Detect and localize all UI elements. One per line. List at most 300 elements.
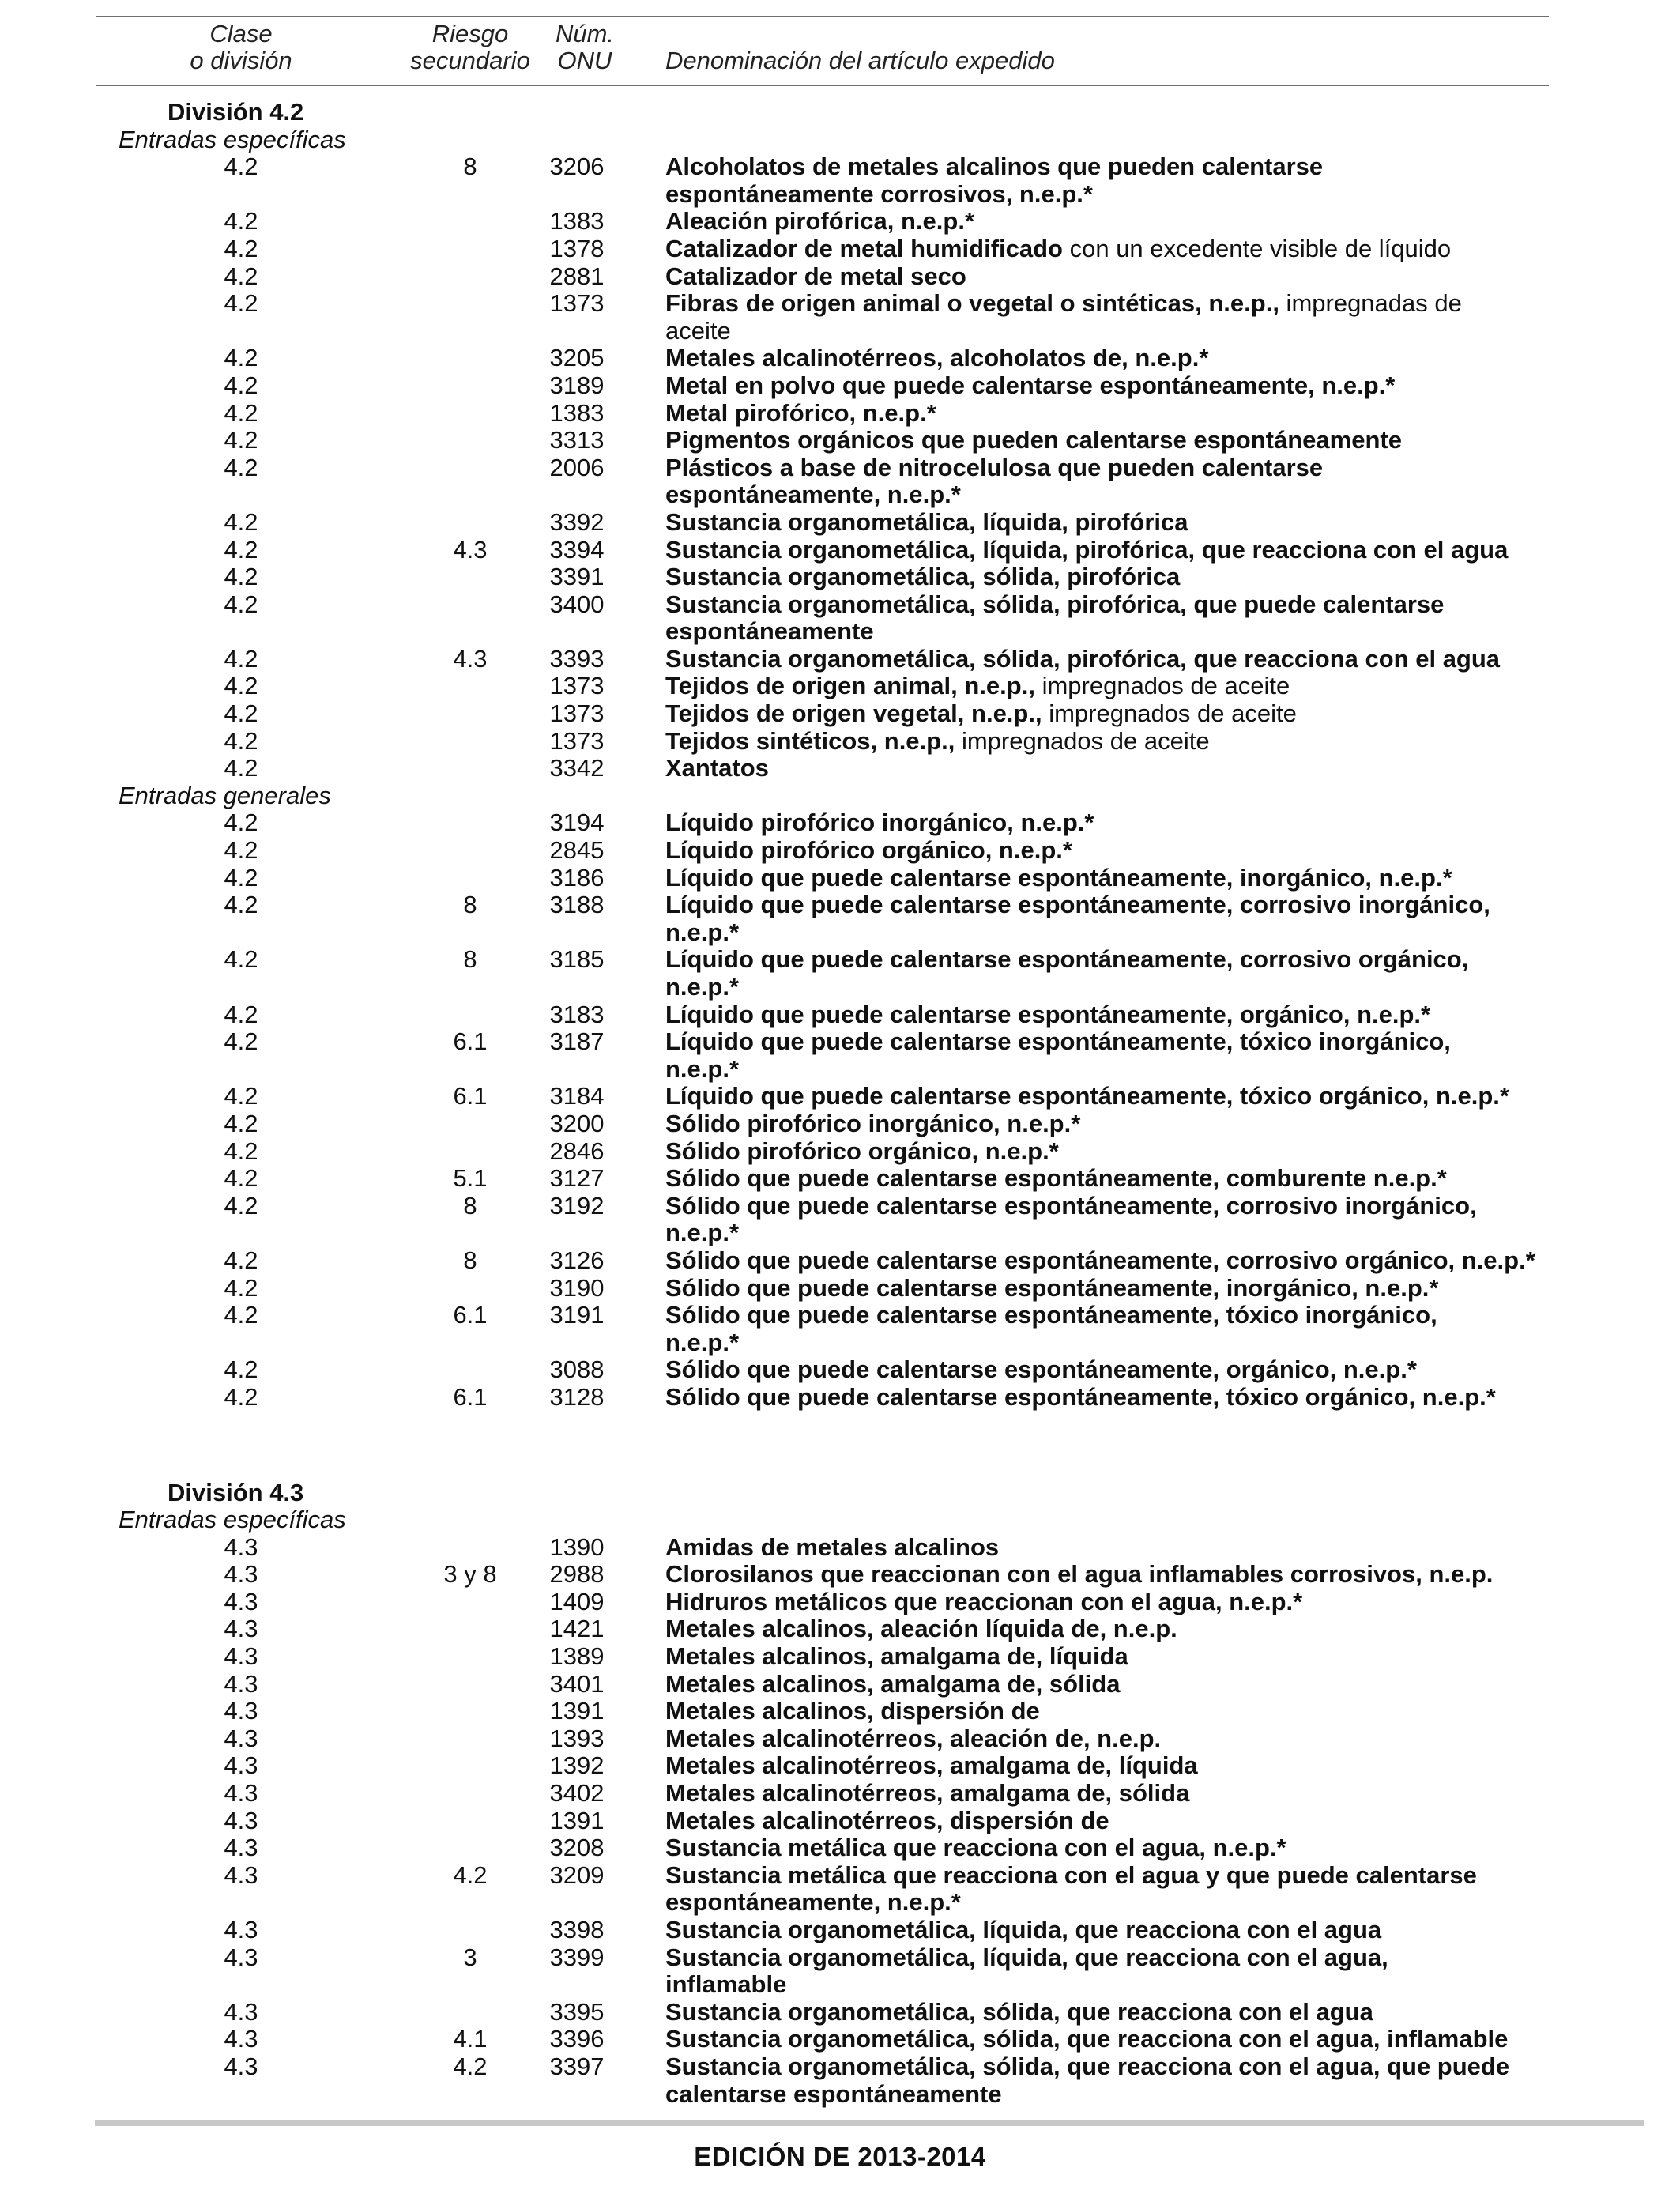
shipping-name-bold-continued: inflamable	[665, 1970, 787, 1999]
shipping-name-bold: Catalizador de metal seco	[665, 262, 966, 290]
un-number-cell: 3399	[549, 1943, 605, 1971]
shipping-name-cell	[665, 345, 1558, 372]
class-cell: 4.2	[224, 535, 258, 564]
shipping-name-bold-continued: n.e.p.*	[665, 973, 740, 1001]
table-row	[0, 809, 1680, 837]
class-cell: 4.2	[224, 590, 258, 618]
un-number-cell: 3400	[549, 590, 605, 618]
shipping-name-bold: Sustancia organometálica, líquida, que reacciona con el agua	[665, 1916, 1382, 1943]
table-row	[0, 1356, 1680, 1384]
header-un-number	[545, 21, 624, 74]
header-risk-line2: secundario	[410, 47, 530, 74]
un-number-cell: 3392	[549, 507, 605, 536]
shipping-name-cell	[665, 1028, 1558, 1083]
un-number-cell: 3396	[549, 2025, 605, 2053]
entries-group-label: Entradas generales	[119, 781, 331, 809]
shipping-name-bold: Líquido que puede calentarse espontáneamente, orgánico, n.e.p.*	[665, 1000, 1431, 1028]
shipping-name-cell	[665, 1643, 1558, 1671]
shipping-name-cell	[665, 673, 1558, 700]
table-row	[0, 290, 1680, 345]
un-number-cell: 3208	[549, 1834, 605, 1862]
class-cell: 4.2	[224, 699, 258, 728]
shipping-name-cell	[665, 1356, 1558, 1384]
header-risk-line1: Riesgo	[431, 20, 509, 47]
class-cell: 4.3	[224, 1806, 258, 1834]
table-row	[0, 345, 1680, 372]
bottom-rule	[95, 2120, 1644, 2126]
class-cell: 4.2	[224, 371, 258, 399]
un-number-cell: 3128	[549, 1382, 605, 1411]
shipping-name-cell	[665, 1862, 1558, 1917]
shipping-name-qualifier: con un excedente visible de líquido	[1062, 234, 1452, 262]
shipping-name-bold: Líquido que puede calentarse espontáneamente, corrosivo inorgánico,	[665, 891, 1490, 919]
shipping-name-qualifier: impregnados de aceite	[1042, 699, 1297, 728]
shipping-name-cell	[665, 1589, 1558, 1616]
shipping-name-bold: Sustancia organometálica, sólida, que reacciona con el agua, inflamable	[665, 2025, 1509, 2053]
table-row	[0, 1302, 1680, 1356]
shipping-name-bold: Sólido que puede calentarse espontáneamente, inorgánico, n.e.p.*	[665, 1273, 1439, 1302]
class-cell: 4.2	[224, 1246, 258, 1274]
un-number-cell: 2881	[549, 262, 605, 290]
secondary-risk-cell: 6.1	[453, 1382, 488, 1411]
class-cell: 4.3	[224, 1587, 258, 1615]
secondary-risk-cell: 8	[463, 153, 477, 181]
shipping-name-cell	[665, 1615, 1558, 1643]
un-number-cell: 3395	[549, 1997, 605, 2026]
secondary-risk-cell: 4.2	[453, 1860, 488, 1889]
table-row	[0, 2053, 1680, 2108]
shipping-name-qualifier: impregnadas de	[1279, 289, 1462, 318]
shipping-name-bold-continued: espontáneamente corrosivos, n.e.p.*	[665, 179, 1093, 208]
un-number-cell: 1409	[549, 1587, 605, 1615]
shipping-name-bold: Catalizador de metal humidificado	[665, 234, 1063, 262]
class-cell: 4.2	[224, 262, 258, 290]
header-class-line2: o división	[190, 47, 292, 74]
shipping-name-cell	[665, 865, 1558, 892]
shipping-name-cell	[665, 1671, 1558, 1698]
un-number-cell: 3194	[549, 809, 605, 837]
shipping-name-bold: Sólido pirofórico orgánico, n.e.p.*	[665, 1137, 1059, 1165]
class-cell: 4.2	[224, 289, 258, 318]
division-title: División 4.3	[168, 1478, 304, 1506]
division-title: División 4.2	[168, 98, 304, 126]
shipping-name-cell	[665, 509, 1558, 537]
table-row	[0, 1001, 1680, 1029]
class-cell: 4.3	[224, 1669, 258, 1698]
class-cell: 4.2	[224, 1137, 258, 1165]
un-number-cell: 3088	[549, 1355, 605, 1384]
class-cell: 4.2	[224, 1027, 258, 1056]
shipping-name-bold: Tejidos de origen vegetal, n.e.p.,	[665, 699, 1042, 728]
shipping-name-cell	[665, 1193, 1558, 1247]
shipping-name-cell	[665, 1247, 1558, 1275]
secondary-risk-cell: 8	[463, 891, 477, 919]
class-cell: 4.2	[224, 836, 258, 865]
table-row	[0, 1725, 1680, 1753]
shipping-name-cell	[665, 153, 1558, 208]
un-number-cell: 3192	[549, 1191, 605, 1220]
un-number-cell: 1383	[549, 207, 605, 236]
un-number-cell: 3393	[549, 644, 605, 673]
top-rule	[96, 16, 1549, 17]
table-row	[0, 509, 1680, 537]
class-cell: 4.3	[224, 1916, 258, 1943]
table-row	[0, 1247, 1680, 1275]
class-cell: 4.2	[224, 754, 258, 782]
un-number-cell: 3187	[549, 1027, 605, 1056]
shipping-name-cell	[665, 208, 1558, 236]
header-class	[166, 21, 316, 74]
table-row	[0, 1193, 1680, 1247]
table-row	[0, 591, 1680, 646]
header-denomination: Denominación del artículo expedido	[665, 47, 1055, 74]
class-cell: 4.2	[224, 809, 258, 837]
shipping-name-cell	[665, 1752, 1558, 1780]
table-row	[0, 1862, 1680, 1917]
un-number-cell: 3394	[549, 535, 605, 564]
shipping-name-bold: Sólido pirofórico inorgánico, n.e.p.*	[665, 1109, 1081, 1137]
shipping-name-bold: Metal en polvo que puede calentarse espontáneamente, n.e.p.*	[665, 371, 1396, 399]
shipping-name-cell	[665, 700, 1558, 728]
shipping-name-bold: Metal pirofórico, n.e.p.*	[665, 398, 936, 427]
table-row	[0, 1561, 1680, 1589]
un-number-cell: 1383	[549, 398, 605, 427]
shipping-name-bold: Sólido que puede calentarse espontáneamente, corrosivo inorgánico,	[665, 1191, 1477, 1220]
shipping-name-bold: Fibras de origen animal o vegetal o sintéticas, n.e.p.,	[665, 289, 1279, 318]
table-row	[0, 2026, 1680, 2053]
shipping-name-bold-continued: espontáneamente, n.e.p.*	[665, 1888, 961, 1917]
un-number-cell: 1373	[549, 699, 605, 728]
table-row	[0, 1275, 1680, 1302]
shipping-name-bold: Sustancia organometálica, sólida, pirofórica, que reacciona con el agua	[665, 644, 1501, 673]
header-onu-line2: ONU	[557, 47, 612, 74]
secondary-risk-cell: 6.1	[453, 1301, 488, 1329]
class-cell: 4.3	[224, 1615, 258, 1643]
shipping-name-cell	[665, 236, 1558, 263]
table-row	[0, 1808, 1680, 1835]
shipping-name-bold: Metales alcalinotérreos, alcoholatos de, n.e.p.*	[665, 344, 1209, 372]
shipping-name-bold: Metales alcalinos, dispersión de	[665, 1697, 1040, 1725]
shipping-name-bold: Metales alcalinos, aleación líquida de, n.e.p.	[665, 1615, 1177, 1643]
table-row	[0, 1752, 1680, 1780]
class-cell: 4.3	[224, 1997, 258, 2026]
table-row	[0, 1671, 1680, 1698]
shipping-name-bold: Sustancia organometálica, sólida, pirofórica, que puede calentarse	[665, 590, 1445, 618]
shipping-name-bold: Clorosilanos que reaccionan con el agua inflamables corrosivos, n.e.p.	[665, 1560, 1494, 1589]
class-cell: 4.3	[224, 1724, 258, 1752]
table-row	[0, 837, 1680, 865]
table-row	[0, 728, 1680, 756]
shipping-name-bold: Sustancia organometálica, sólida, que reacciona con el agua, que puede	[665, 2052, 1510, 2080]
shipping-name-bold-continued: espontáneamente, n.e.p.*	[665, 481, 961, 509]
shipping-name-cell	[665, 1138, 1558, 1166]
shipping-name-bold: Líquido pirofórico orgánico, n.e.p.*	[665, 836, 1072, 865]
secondary-risk-cell: 6.1	[453, 1082, 488, 1110]
un-number-cell: 1373	[549, 726, 605, 755]
header-secondary-risk	[399, 21, 541, 74]
un-number-cell: 3200	[549, 1109, 605, 1137]
table-row	[0, 372, 1680, 400]
shipping-name-bold: Tejidos sintéticos, n.e.p.,	[665, 726, 955, 755]
class-cell: 4.2	[224, 453, 258, 481]
table-row	[0, 673, 1680, 700]
shipping-name-bold: Metales alcalinos, amalgama de, líquida	[665, 1642, 1128, 1671]
un-number-cell: 3398	[549, 1916, 605, 1943]
shipping-name-cell	[665, 809, 1558, 837]
un-number-cell: 3342	[549, 754, 605, 782]
shipping-name-bold: Líquido que puede calentarse espontáneamente, inorgánico, n.e.p.*	[665, 863, 1452, 892]
class-cell: 4.2	[224, 1273, 258, 1302]
table-row	[0, 1589, 1680, 1616]
table-row	[0, 1643, 1680, 1671]
shipping-name-bold: Sólido que puede calentarse espontáneamente, comburente n.e.p.*	[665, 1164, 1447, 1193]
un-number-cell: 1389	[549, 1642, 605, 1671]
table-row	[0, 537, 1680, 564]
class-cell: 4.3	[224, 1697, 258, 1725]
shipping-name-cell	[665, 591, 1558, 646]
un-number-cell: 1391	[549, 1697, 605, 1725]
table-row	[0, 1028, 1680, 1083]
class-cell: 4.2	[224, 426, 258, 454]
shipping-name-cell	[665, 1725, 1558, 1753]
shipping-name-cell	[665, 1302, 1558, 1356]
class-cell: 4.2	[224, 726, 258, 755]
shipping-name-cell	[665, 1384, 1558, 1412]
table-row	[0, 153, 1680, 208]
secondary-risk-cell: 4.3	[453, 535, 488, 564]
class-cell: 4.3	[224, 1532, 258, 1561]
shipping-name-bold: Sustancia organometálica, sólida, que reacciona con el agua	[665, 1997, 1373, 2026]
shipping-name-bold: Sólido que puede calentarse espontáneamente, corrosivo orgánico, n.e.p.*	[665, 1246, 1535, 1274]
class-cell: 4.3	[224, 1560, 258, 1589]
un-number-cell: 3190	[549, 1273, 605, 1302]
un-number-cell: 1391	[549, 1806, 605, 1834]
shipping-name-bold: Sustancia organometálica, líquida, que reacciona con el agua,	[665, 1943, 1388, 1971]
class-cell: 4.3	[224, 1642, 258, 1671]
secondary-risk-cell: 4.1	[453, 2025, 488, 2053]
un-number-cell: 3206	[549, 153, 605, 181]
un-number-cell: 3191	[549, 1301, 605, 1329]
class-cell: 4.2	[224, 344, 258, 372]
table-row	[0, 1999, 1680, 2026]
shipping-name-bold: Líquido pirofórico inorgánico, n.e.p.*	[665, 809, 1094, 837]
table-row	[0, 755, 1680, 782]
shipping-name-cell	[665, 1165, 1558, 1193]
un-number-cell: 1421	[549, 1615, 605, 1643]
table-row	[0, 1698, 1680, 1725]
shipping-name-cell	[665, 1698, 1558, 1725]
un-number-cell: 3186	[549, 863, 605, 892]
class-cell: 4.2	[224, 644, 258, 673]
shipping-name-bold-continued: n.e.p.*	[665, 918, 740, 946]
class-cell: 4.3	[224, 1751, 258, 1780]
shipping-name-cell	[665, 400, 1558, 428]
un-number-cell: 2006	[549, 453, 605, 481]
shipping-name-bold: Sólido que puede calentarse espontáneamente, tóxico orgánico, n.e.p.*	[665, 1382, 1496, 1411]
header-class-line1: Clase	[209, 20, 273, 47]
shipping-name-bold: Sustancia organometálica, líquida, pirofórica	[665, 507, 1188, 536]
table-row	[0, 1780, 1680, 1808]
class-cell: 4.3	[224, 1834, 258, 1862]
table-row	[0, 400, 1680, 428]
shipping-name-bold: Sustancia metálica que reacciona con el agua y que puede calentarse	[665, 1860, 1477, 1889]
section-spacer	[0, 1412, 1680, 1480]
class-cell: 4.2	[224, 1301, 258, 1329]
secondary-risk-cell: 4.2	[453, 2052, 488, 2080]
shipping-name-cell	[665, 892, 1558, 946]
shipping-name-cell	[665, 1834, 1558, 1862]
un-number-cell: 1393	[549, 1724, 605, 1752]
table-row	[0, 1834, 1680, 1862]
shipping-name-cell	[665, 1808, 1558, 1835]
un-number-cell: 3401	[549, 1669, 605, 1698]
shipping-name-bold: Metales alcalinos, amalgama de, sólida	[665, 1669, 1121, 1698]
table-row	[0, 1083, 1680, 1110]
shipping-name-bold: Xantatos	[665, 754, 769, 782]
class-cell: 4.2	[224, 1382, 258, 1411]
shipping-name-bold: Líquido que puede calentarse espontáneamente, corrosivo orgánico,	[665, 945, 1469, 974]
un-number-cell: 1390	[549, 1532, 605, 1561]
shipping-name-bold: Sustancia organometálica, líquida, pirofórica, que reacciona con el agua	[665, 535, 1509, 564]
class-cell: 4.3	[224, 2025, 258, 2053]
class-cell: 4.2	[224, 863, 258, 892]
shipping-name-bold-continued: espontáneamente	[665, 617, 874, 646]
secondary-risk-cell: 8	[463, 945, 477, 974]
header-rule	[96, 85, 1549, 86]
shipping-name-cell	[665, 537, 1558, 564]
secondary-risk-cell: 5.1	[453, 1164, 488, 1193]
shipping-name-cell	[665, 1083, 1558, 1110]
un-number-cell: 3127	[549, 1164, 605, 1193]
class-cell: 4.2	[224, 153, 258, 181]
table-row	[0, 427, 1680, 454]
un-number-cell: 3313	[549, 426, 605, 454]
table-row	[0, 646, 1680, 673]
shipping-name-bold: Tejidos de origen animal, n.e.p.,	[665, 672, 1035, 700]
shipping-name-bold: Metales alcalinotérreos, dispersión de	[665, 1806, 1109, 1834]
header-onu-line1: Núm.	[555, 20, 615, 47]
shipping-name-qualifier-continued: aceite	[665, 316, 731, 345]
class-cell: 4.2	[224, 945, 258, 974]
un-number-cell: 3391	[549, 563, 605, 591]
table-row	[0, 1534, 1680, 1562]
shipping-name-bold: Metales alcalinotérreos, amalgama de, líquida	[665, 1751, 1198, 1780]
un-number-cell: 3183	[549, 1000, 605, 1028]
un-number-cell: 2988	[549, 1560, 605, 1589]
table-row	[0, 564, 1680, 591]
table-row	[0, 1615, 1680, 1643]
un-number-cell: 1392	[549, 1751, 605, 1780]
shipping-name-bold: Alcoholatos de metales alcalinos que pueden calentarse	[665, 153, 1324, 181]
shipping-name-bold-continued: n.e.p.*	[665, 1328, 740, 1356]
shipping-name-qualifier: impregnados de aceite	[955, 726, 1210, 755]
shipping-name-bold: Sólido que puede calentarse espontáneamente, orgánico, n.e.p.*	[665, 1355, 1417, 1384]
class-cell: 4.2	[224, 563, 258, 591]
shipping-name-bold: Sustancia metálica que reacciona con el agua, n.e.p.*	[665, 1834, 1286, 1862]
un-number-cell: 3184	[549, 1082, 605, 1110]
shipping-name-bold: Aleación pirofórica, n.e.p.*	[665, 207, 975, 236]
class-cell: 4.3	[224, 2052, 258, 2080]
class-cell: 4.3	[224, 1779, 258, 1808]
shipping-name-bold: Sólido que puede calentarse espontáneamente, tóxico inorgánico,	[665, 1301, 1437, 1329]
shipping-name-bold-continued: calentarse espontáneamente	[665, 2079, 1002, 2108]
shipping-name-bold: Amidas de metales alcalinos	[665, 1532, 1000, 1561]
entries-group-label: Entradas específicas	[119, 125, 346, 153]
shipping-name-cell	[665, 454, 1558, 509]
shipping-name-cell	[665, 728, 1558, 756]
table-row	[0, 865, 1680, 892]
class-cell: 4.2	[224, 1082, 258, 1110]
secondary-risk-cell: 4.3	[453, 644, 488, 673]
class-cell: 4.2	[224, 1000, 258, 1028]
shipping-name-cell	[665, 290, 1558, 345]
un-number-cell: 1373	[549, 672, 605, 700]
shipping-name-cell	[665, 1110, 1558, 1138]
shipping-name-bold: Pigmentos orgánicos que pueden calentarse espontáneamente	[665, 426, 1402, 454]
shipping-name-cell	[665, 1275, 1558, 1302]
class-cell: 4.2	[224, 398, 258, 427]
class-cell: 4.2	[224, 1191, 258, 1220]
class-cell: 4.2	[224, 507, 258, 536]
table-row	[0, 1110, 1680, 1138]
table-row	[0, 1138, 1680, 1166]
shipping-name-cell	[665, 1001, 1558, 1029]
un-number-cell: 1378	[549, 234, 605, 262]
table-body	[0, 99, 1680, 2108]
class-cell: 4.3	[224, 1943, 258, 1971]
shipping-name-cell	[665, 755, 1558, 782]
shipping-name-bold: Metales alcalinotérreos, aleación de, n.e.p.	[665, 1724, 1162, 1752]
shipping-name-cell	[665, 1917, 1558, 1944]
shipping-name-cell	[665, 263, 1558, 291]
un-number-cell: 3205	[549, 344, 605, 372]
shipping-name-cell	[665, 1534, 1558, 1562]
table-row	[0, 946, 1680, 1001]
secondary-risk-cell: 6.1	[453, 1027, 488, 1056]
class-cell: 4.3	[224, 1860, 258, 1889]
shipping-name-bold: Hidruros metálicos que reaccionan con el agua, n.e.p.*	[665, 1587, 1303, 1615]
un-number-cell: 2846	[549, 1137, 605, 1165]
table-row	[0, 892, 1680, 946]
table-row	[0, 208, 1680, 236]
secondary-risk-cell: 3 y 8	[443, 1560, 497, 1589]
shipping-name-bold-continued: n.e.p.*	[665, 1054, 740, 1083]
un-number-cell: 3189	[549, 371, 605, 399]
shipping-name-cell	[665, 427, 1558, 454]
table-row	[0, 454, 1680, 509]
shipping-name-bold: Plásticos a base de nitrocelulosa que pueden calentarse	[665, 453, 1324, 481]
class-cell: 4.2	[224, 207, 258, 236]
shipping-name-cell	[665, 564, 1558, 591]
un-number-cell: 3185	[549, 945, 605, 974]
shipping-name-bold-continued: n.e.p.*	[665, 1219, 740, 1247]
shipping-name-cell	[665, 1561, 1558, 1589]
un-number-cell: 2845	[549, 836, 605, 865]
secondary-risk-cell: 8	[463, 1246, 477, 1274]
table-row	[0, 1944, 1680, 1999]
un-number-cell: 3209	[549, 1860, 605, 1889]
class-cell: 4.2	[224, 1164, 258, 1193]
shipping-name-bold: Sustancia organometálica, sólida, pirofórica	[665, 563, 1181, 591]
shipping-name-cell	[665, 1944, 1558, 1999]
edition-footer: EDICIÓN DE 2013-2014	[694, 2142, 986, 2171]
shipping-name-bold: Líquido que puede calentarse espontáneamente, tóxico orgánico, n.e.p.*	[665, 1082, 1509, 1110]
class-cell: 4.2	[224, 1109, 258, 1137]
un-number-cell: 3397	[549, 2052, 605, 2080]
class-cell: 4.2	[224, 234, 258, 262]
table-row	[0, 263, 1680, 291]
shipping-name-cell	[665, 2026, 1558, 2053]
